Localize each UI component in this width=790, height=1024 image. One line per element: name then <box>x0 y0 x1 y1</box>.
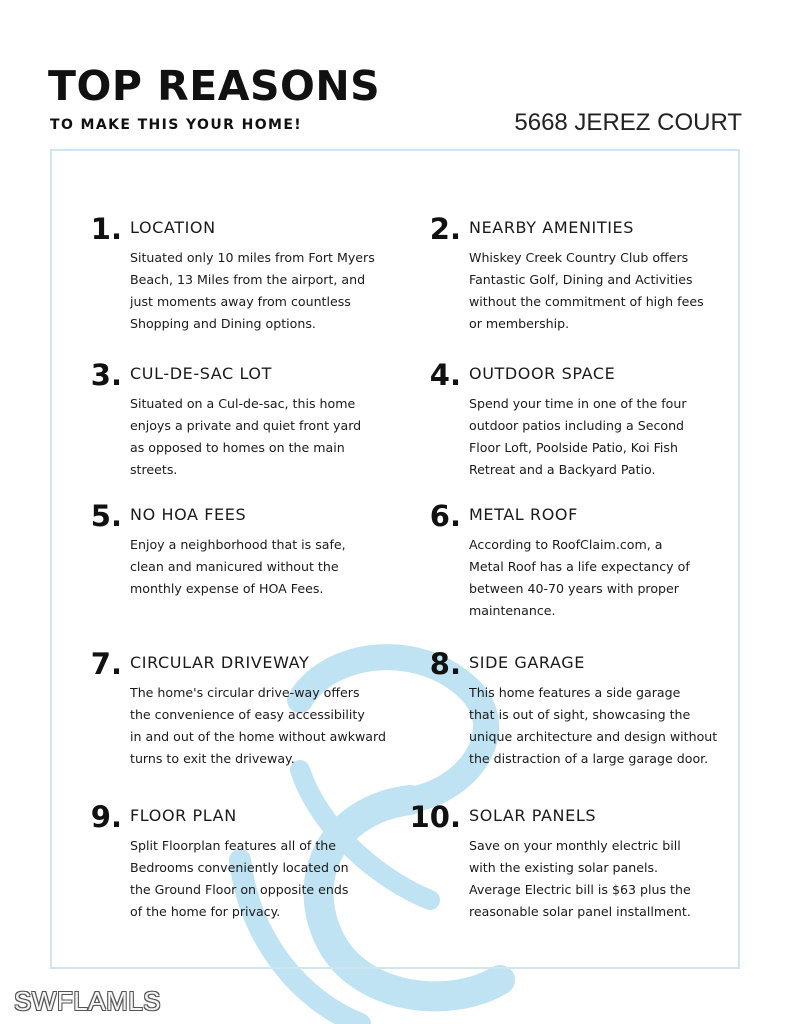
reason-body <box>469 835 759 923</box>
reason-line: Split Floorplan features all of the <box>130 838 337 853</box>
reason-body <box>469 682 759 770</box>
reason-line: Floor Loft, Poolside Patio, Koi Fish <box>469 440 678 455</box>
reason-line: enjoys a private and quiet front yard <box>130 418 362 433</box>
reason-location <box>90 212 420 335</box>
reason-line: in and out of the home without awkward <box>130 729 386 744</box>
reason-title: SIDE GARAGE <box>469 653 585 672</box>
reason-line: that is out of sight, showcasing the <box>469 707 691 722</box>
reason-body <box>130 534 420 600</box>
reason-line: Beach, 13 Miles from the airport, and <box>130 272 366 287</box>
reason-body <box>130 247 420 335</box>
reason-line: Enjoy a neighborhood that is safe, <box>130 537 346 552</box>
reason-line: clean and manicured without the <box>130 559 339 574</box>
reason-title: CIRCULAR DRIVEWAY <box>130 653 310 672</box>
reason-line: Shopping and Dining options. <box>130 316 316 331</box>
reason-body <box>469 247 759 335</box>
reason-title: SOLAR PANELS <box>469 806 597 825</box>
mls-watermark: SWFLAMLS <box>14 986 162 1016</box>
reason-line: the Ground Floor on opposite ends <box>130 882 349 897</box>
reason-line: Average Electric bill is $63 plus the <box>469 882 691 897</box>
reason-line: This home features a side garage <box>469 685 681 700</box>
reason-line: with the existing solar panels. <box>469 860 659 875</box>
reason-line: Save on your monthly electric bill <box>469 838 681 853</box>
reason-body <box>469 534 759 622</box>
reason-body <box>130 682 420 770</box>
page-subtitle: TO MAKE THIS YOUR HOME! <box>50 117 303 133</box>
reason-line: unique architecture and design without <box>469 729 718 744</box>
reason-title: LOCATION <box>130 218 216 237</box>
reason-line: reasonable solar panel installment. <box>469 904 691 919</box>
page-title: TOP REASONS <box>48 62 381 110</box>
reason-title: METAL ROOF <box>469 505 578 524</box>
reason-line: Metal Roof has a life expectancy of <box>469 559 690 574</box>
reason-number: 7. <box>90 647 122 681</box>
reason-line: Situated only 10 miles from Fort Myers <box>130 250 375 265</box>
reason-outdoor-space <box>429 358 759 481</box>
reason-number: 8. <box>429 647 461 681</box>
reason-title: NO HOA FEES <box>130 505 247 524</box>
property-address: 5668 JEREZ COURT <box>514 109 742 136</box>
reason-number: 2. <box>429 212 461 246</box>
reason-line: Retreat and a Backyard Patio. <box>469 462 656 477</box>
reason-line: According to RoofClaim.com, a <box>469 537 663 552</box>
reason-line: Situated on a Cul-de-sac, this home <box>130 396 356 411</box>
reason-cul-de-sac <box>90 358 420 481</box>
reason-line: without the commitment of high fees <box>469 294 704 309</box>
reason-line: maintenance. <box>469 603 556 618</box>
reason-line: Bedrooms conveniently located on <box>130 860 349 875</box>
reason-title: OUTDOOR SPACE <box>469 364 616 383</box>
reason-nearby-amenities <box>429 212 759 335</box>
reason-title: CUL-DE-SAC LOT <box>130 364 272 383</box>
reason-line: turns to exit the driveway. <box>130 751 295 766</box>
reason-circular-driveway <box>90 647 420 770</box>
reason-line: the distraction of a large garage door. <box>469 751 709 766</box>
reason-line: monthly expense of HOA Fees. <box>130 581 324 596</box>
reason-title: FLOOR PLAN <box>130 806 237 825</box>
reason-number: 3. <box>90 358 122 392</box>
reason-number: 9. <box>90 800 122 834</box>
reason-line: as opposed to homes on the main <box>130 440 345 455</box>
reason-solar-panels <box>409 800 759 923</box>
reason-title: NEARBY AMENITIES <box>469 218 635 237</box>
reason-line: streets. <box>130 462 178 477</box>
reason-line: between 40-70 years with proper <box>469 581 679 596</box>
reason-floor-plan <box>90 800 420 923</box>
reason-line: the convenience of easy accessibility <box>130 707 365 722</box>
reason-number: 5. <box>90 499 122 533</box>
reason-line: just moments away from countless <box>130 294 351 309</box>
reason-line: Spend your time in one of the four <box>469 396 687 411</box>
reason-line: Whiskey Creek Country Club offers <box>469 250 689 265</box>
reason-line: or membership. <box>469 316 570 331</box>
reason-number: 10. <box>409 800 461 834</box>
reason-number: 1. <box>90 212 122 246</box>
reason-line: The home's circular drive-way offers <box>130 685 360 700</box>
reason-body <box>130 393 420 481</box>
reason-no-hoa-fees <box>90 499 420 600</box>
reason-number: 6. <box>429 499 461 533</box>
reason-body <box>469 393 759 481</box>
reason-number: 4. <box>429 358 461 392</box>
reason-metal-roof <box>429 499 759 622</box>
reason-line: Fantastic Golf, Dining and Activities <box>469 272 693 287</box>
reason-body <box>130 835 420 923</box>
reason-line: outdoor patios including a Second <box>469 418 685 433</box>
reason-line: of the home for privacy. <box>130 904 281 919</box>
reason-side-garage <box>429 647 759 770</box>
